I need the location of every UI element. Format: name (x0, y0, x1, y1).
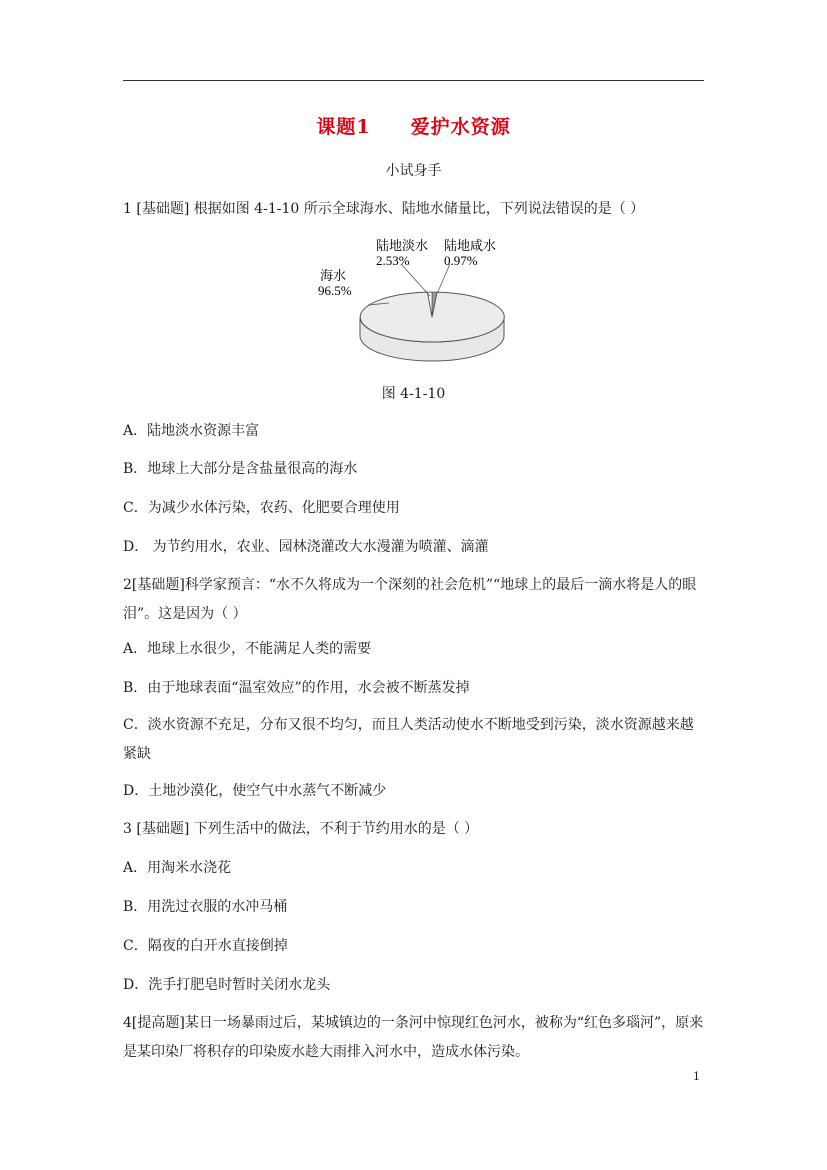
question-2-option-d: D．土地沙漠化，使空气中水蒸气不断减少 (123, 783, 387, 799)
question-3-option-b: B．用洗过衣服的水冲马桶 (123, 899, 288, 915)
question-2-option-c: C．淡水资源不充足，分布又很不均匀，而且人类活动使水不断地受到污染，淡水资源越来越紧缺 (123, 717, 694, 762)
question-2-option-a: A．地球上水很少，不能满足人类的需要 (123, 641, 372, 657)
question-3-option-d: D．洗手打肥皂时暂时关闭水龙头 (123, 977, 331, 993)
value-land-freshwater: 2.53% (376, 253, 410, 268)
label-land-freshwater: 陆地淡水 (376, 238, 429, 253)
question-1-stem: 1 [基础题] 根据如图 4-1-10 所示全球海水、陆地水储量比，下列说法错误的是（ ） (123, 201, 645, 217)
question-1-option-c: C．为减少水体污染，农药、化肥要合理使用 (123, 500, 400, 516)
question-1-option-b: B．地球上大部分是含盐量很高的海水 (123, 461, 358, 477)
figure-caption: 图 4-1-10 (381, 386, 446, 402)
value-seawater: 96.5% (318, 283, 352, 298)
question-1-option-d: D． 为节约用水，农业、园林浇灌改大水漫灌为喷灌、滴灌 (123, 539, 489, 555)
value-land-saltwater: 0.97% (444, 253, 478, 268)
question-3-stem: 3 [基础题] 下列生活中的做法，不利于节约用水的是（ ） (123, 821, 479, 837)
question-4-stem: 4[提高题]某日一场暴雨过后，某城镇边的一条河中惊现红色河水，被称为“红色多瑙河”，原来是某印染厂将积存的印染废水趁大雨排入河水中，造成水体污染。 (123, 1015, 704, 1060)
question-2-option-b: B．由于地球表面“温室效应”的作用，水会被不断蒸发掉 (123, 680, 470, 696)
question-3-option-c: C．隔夜的白开水直接倒掉 (123, 938, 288, 954)
section-subtitle: 小试身手 (385, 163, 442, 179)
water-pie-chart (312, 236, 512, 364)
label-seawater: 海水 (320, 268, 347, 283)
lesson-title: 课题1 爱护水资源 (316, 116, 511, 138)
page-number: 1 (693, 1070, 700, 1083)
question-1-option-a: A．陆地淡水资源丰富 (123, 423, 260, 439)
label-land-saltwater: 陆地咸水 (444, 238, 497, 253)
header-rule (123, 80, 704, 81)
question-2-stem: 2[基础题]科学家预言：“水不久将成为一个深刻的社会危机”“地球上的最后一滴水将是人的眼泪”。这是因为（ ） (123, 577, 697, 622)
question-3-option-a: A．用淘米水浇花 (123, 860, 232, 876)
